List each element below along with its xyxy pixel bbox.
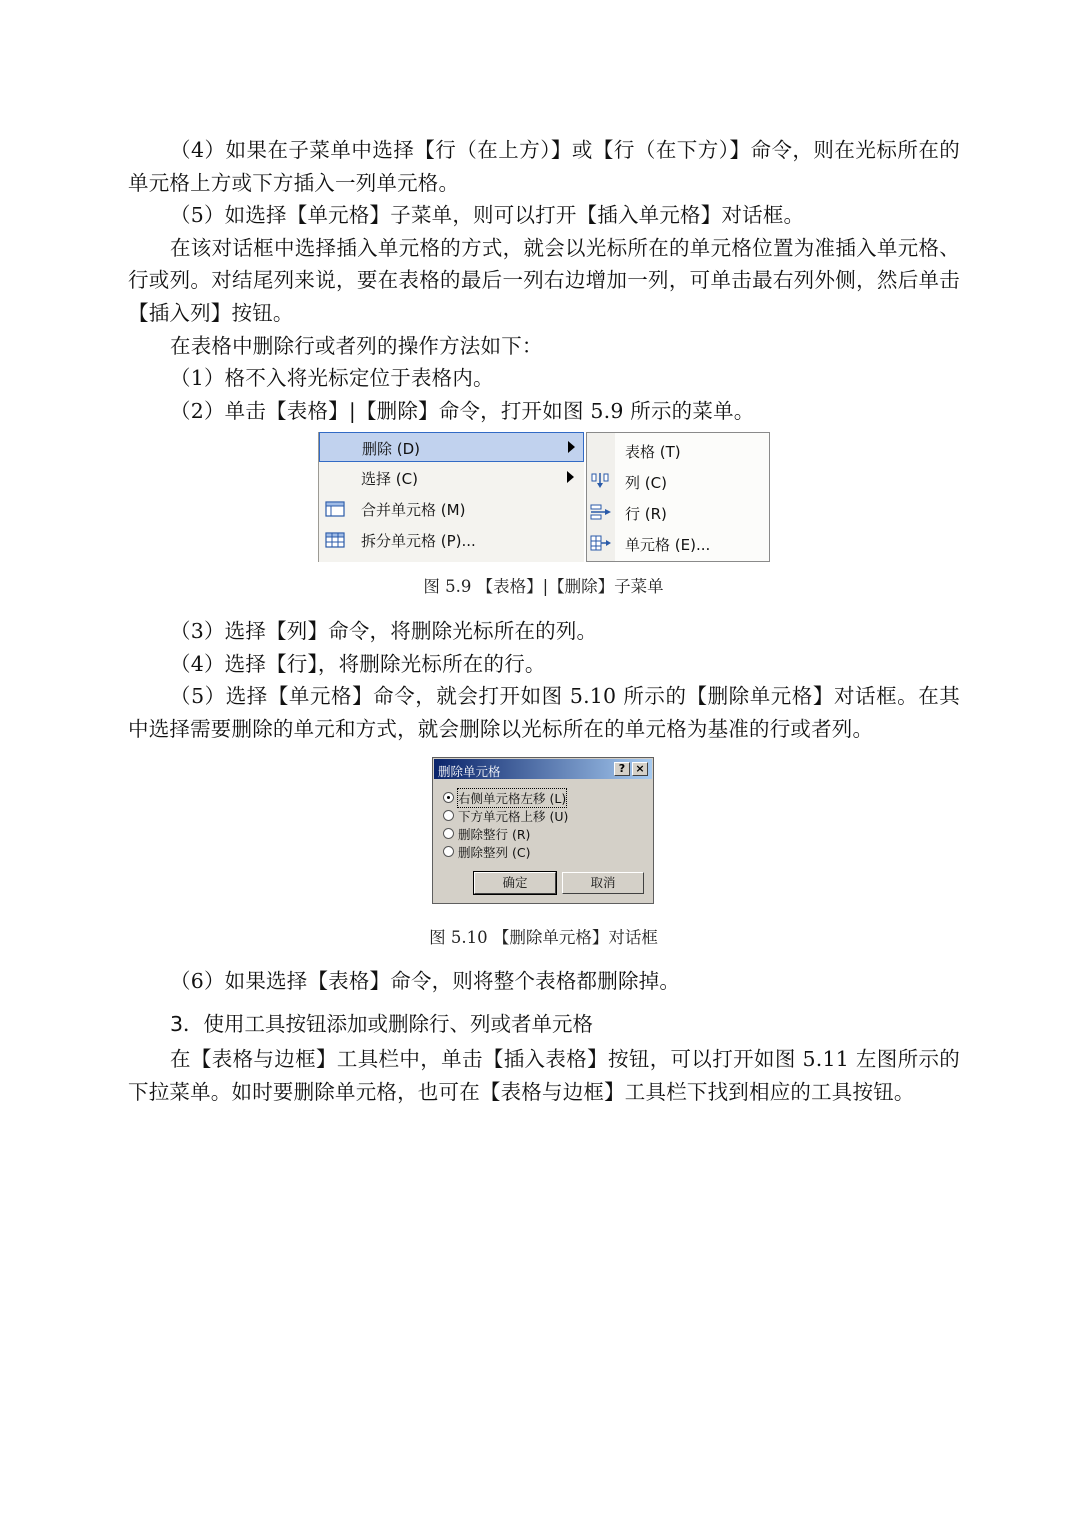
split-cells-icon	[325, 531, 345, 549]
cancel-button[interactable]: 取消	[562, 872, 644, 894]
text-block-middle	[128, 615, 960, 745]
paragraph: （3）选择【列】命令，将删除光标所在的列。	[170, 619, 598, 643]
delete-cells-dialog	[432, 757, 654, 904]
help-button[interactable]: ?	[614, 762, 630, 776]
paragraph: （5）如选择【单元格】子菜单，则可以打开【插入单元格】对话框。	[170, 203, 805, 228]
menu-item-split-cells[interactable]	[319, 525, 584, 555]
submenu-item-label: 行 (R)	[625, 505, 667, 523]
text-block-top	[128, 134, 960, 427]
menu-item-merge-cells[interactable]	[319, 494, 584, 524]
text-block-bottom	[128, 1043, 960, 1108]
radio-button[interactable]	[443, 828, 454, 839]
submenu-item-cell[interactable]	[587, 528, 769, 558]
paragraph: （2）单击【表格】|【删除】命令，打开如图 5.9 所示的菜单。	[170, 398, 755, 423]
radio-button[interactable]	[443, 846, 454, 857]
submenu-item-label: 表格 (T)	[625, 443, 681, 461]
submenu-item-label: 列 (C)	[625, 474, 667, 492]
paragraph: （5）选择【单元格】命令，就会打开如图 5.10 所示的【删除单元格】对话框。在其中选择需要删除的单元和方式，就会删除以光标所在的单元格为基准的行或者列。	[128, 684, 960, 741]
paragraph: 在表格中删除行或者列的操作方法如下：	[170, 333, 543, 358]
submenu-item-table[interactable]	[587, 435, 769, 465]
delete-submenu	[586, 432, 770, 562]
section-heading: 3．使用工具按钮添加或删除行、列或者单元格	[170, 1012, 594, 1036]
paragraph: 在【表格与边框】工具栏中，单击【插入表格】按钮，可以打开如图 5.11 左图所示的下拉菜单。如时要删除单元格，也可在【表格与边框】工具栏下找到相应的工具按钮。	[128, 1047, 960, 1104]
merge-cells-icon	[325, 500, 345, 518]
radio-button[interactable]	[443, 792, 454, 803]
dialog-title: 删除单元格	[438, 764, 501, 779]
radio-label: 右侧单元格左移 (L)	[458, 791, 567, 806]
paragraph: 在该对话框中选择插入单元格的方式，就会以光标所在的单元格位置为准插入单元格、行或列。对结尾列来说，要在表格的最后一列右边增加一列，可单击最右列外侧，然后单击【插入列】按钮。	[128, 235, 960, 325]
paragraph: （6）如果选择【表格】命令，则将整个表格都删除掉。	[170, 969, 681, 993]
radio-label: 下方单元格上移 (U)	[458, 809, 569, 824]
menu-item-label: 拆分单元格 (P)...	[361, 532, 476, 550]
paragraph: （1）格不入将光标定位于表格内。	[170, 366, 494, 391]
submenu-arrow-icon	[568, 441, 575, 453]
delete-row-icon	[590, 503, 612, 521]
ok-button[interactable]: 确定	[474, 872, 556, 894]
delete-column-icon	[590, 472, 612, 490]
delete-cell-icon	[590, 534, 612, 552]
table-delete-menu-figure	[318, 432, 770, 562]
paragraph: （4）如果在子菜单中选择【行（在上方）】或【行（在下方）】命令，则在光标所在的单元格上方或下方插入一列单元格。	[128, 138, 960, 195]
figure-caption: 图 5.9 【表格】|【删除】子菜单	[423, 577, 664, 596]
paragraph: （4）选择【行】，将删除光标所在的行。	[170, 651, 546, 676]
menu-item-select[interactable]	[319, 463, 584, 493]
submenu-item-label: 单元格 (E)...	[625, 536, 711, 554]
menu-item-label: 合并单元格 (M)	[361, 501, 466, 519]
menu-item-delete[interactable]	[319, 432, 584, 462]
menu-item-label: 选择 (C)	[361, 470, 418, 488]
menu-item-label: 删除 (D)	[362, 440, 421, 458]
submenu-arrow-icon	[567, 471, 574, 483]
close-button[interactable]: ×	[632, 762, 648, 776]
text-block-after-dialog	[128, 965, 960, 998]
radio-label: 删除整列 (C)	[458, 845, 531, 860]
radio-label: 删除整行 (R)	[458, 827, 531, 842]
radio-button[interactable]	[443, 810, 454, 821]
figure-caption: 图 5.10 【删除单元格】对话框	[429, 928, 658, 947]
submenu-item-row[interactable]	[587, 497, 769, 527]
dialog-title-bar	[434, 759, 652, 779]
submenu-item-column[interactable]	[587, 466, 769, 496]
table-menu	[318, 432, 584, 562]
